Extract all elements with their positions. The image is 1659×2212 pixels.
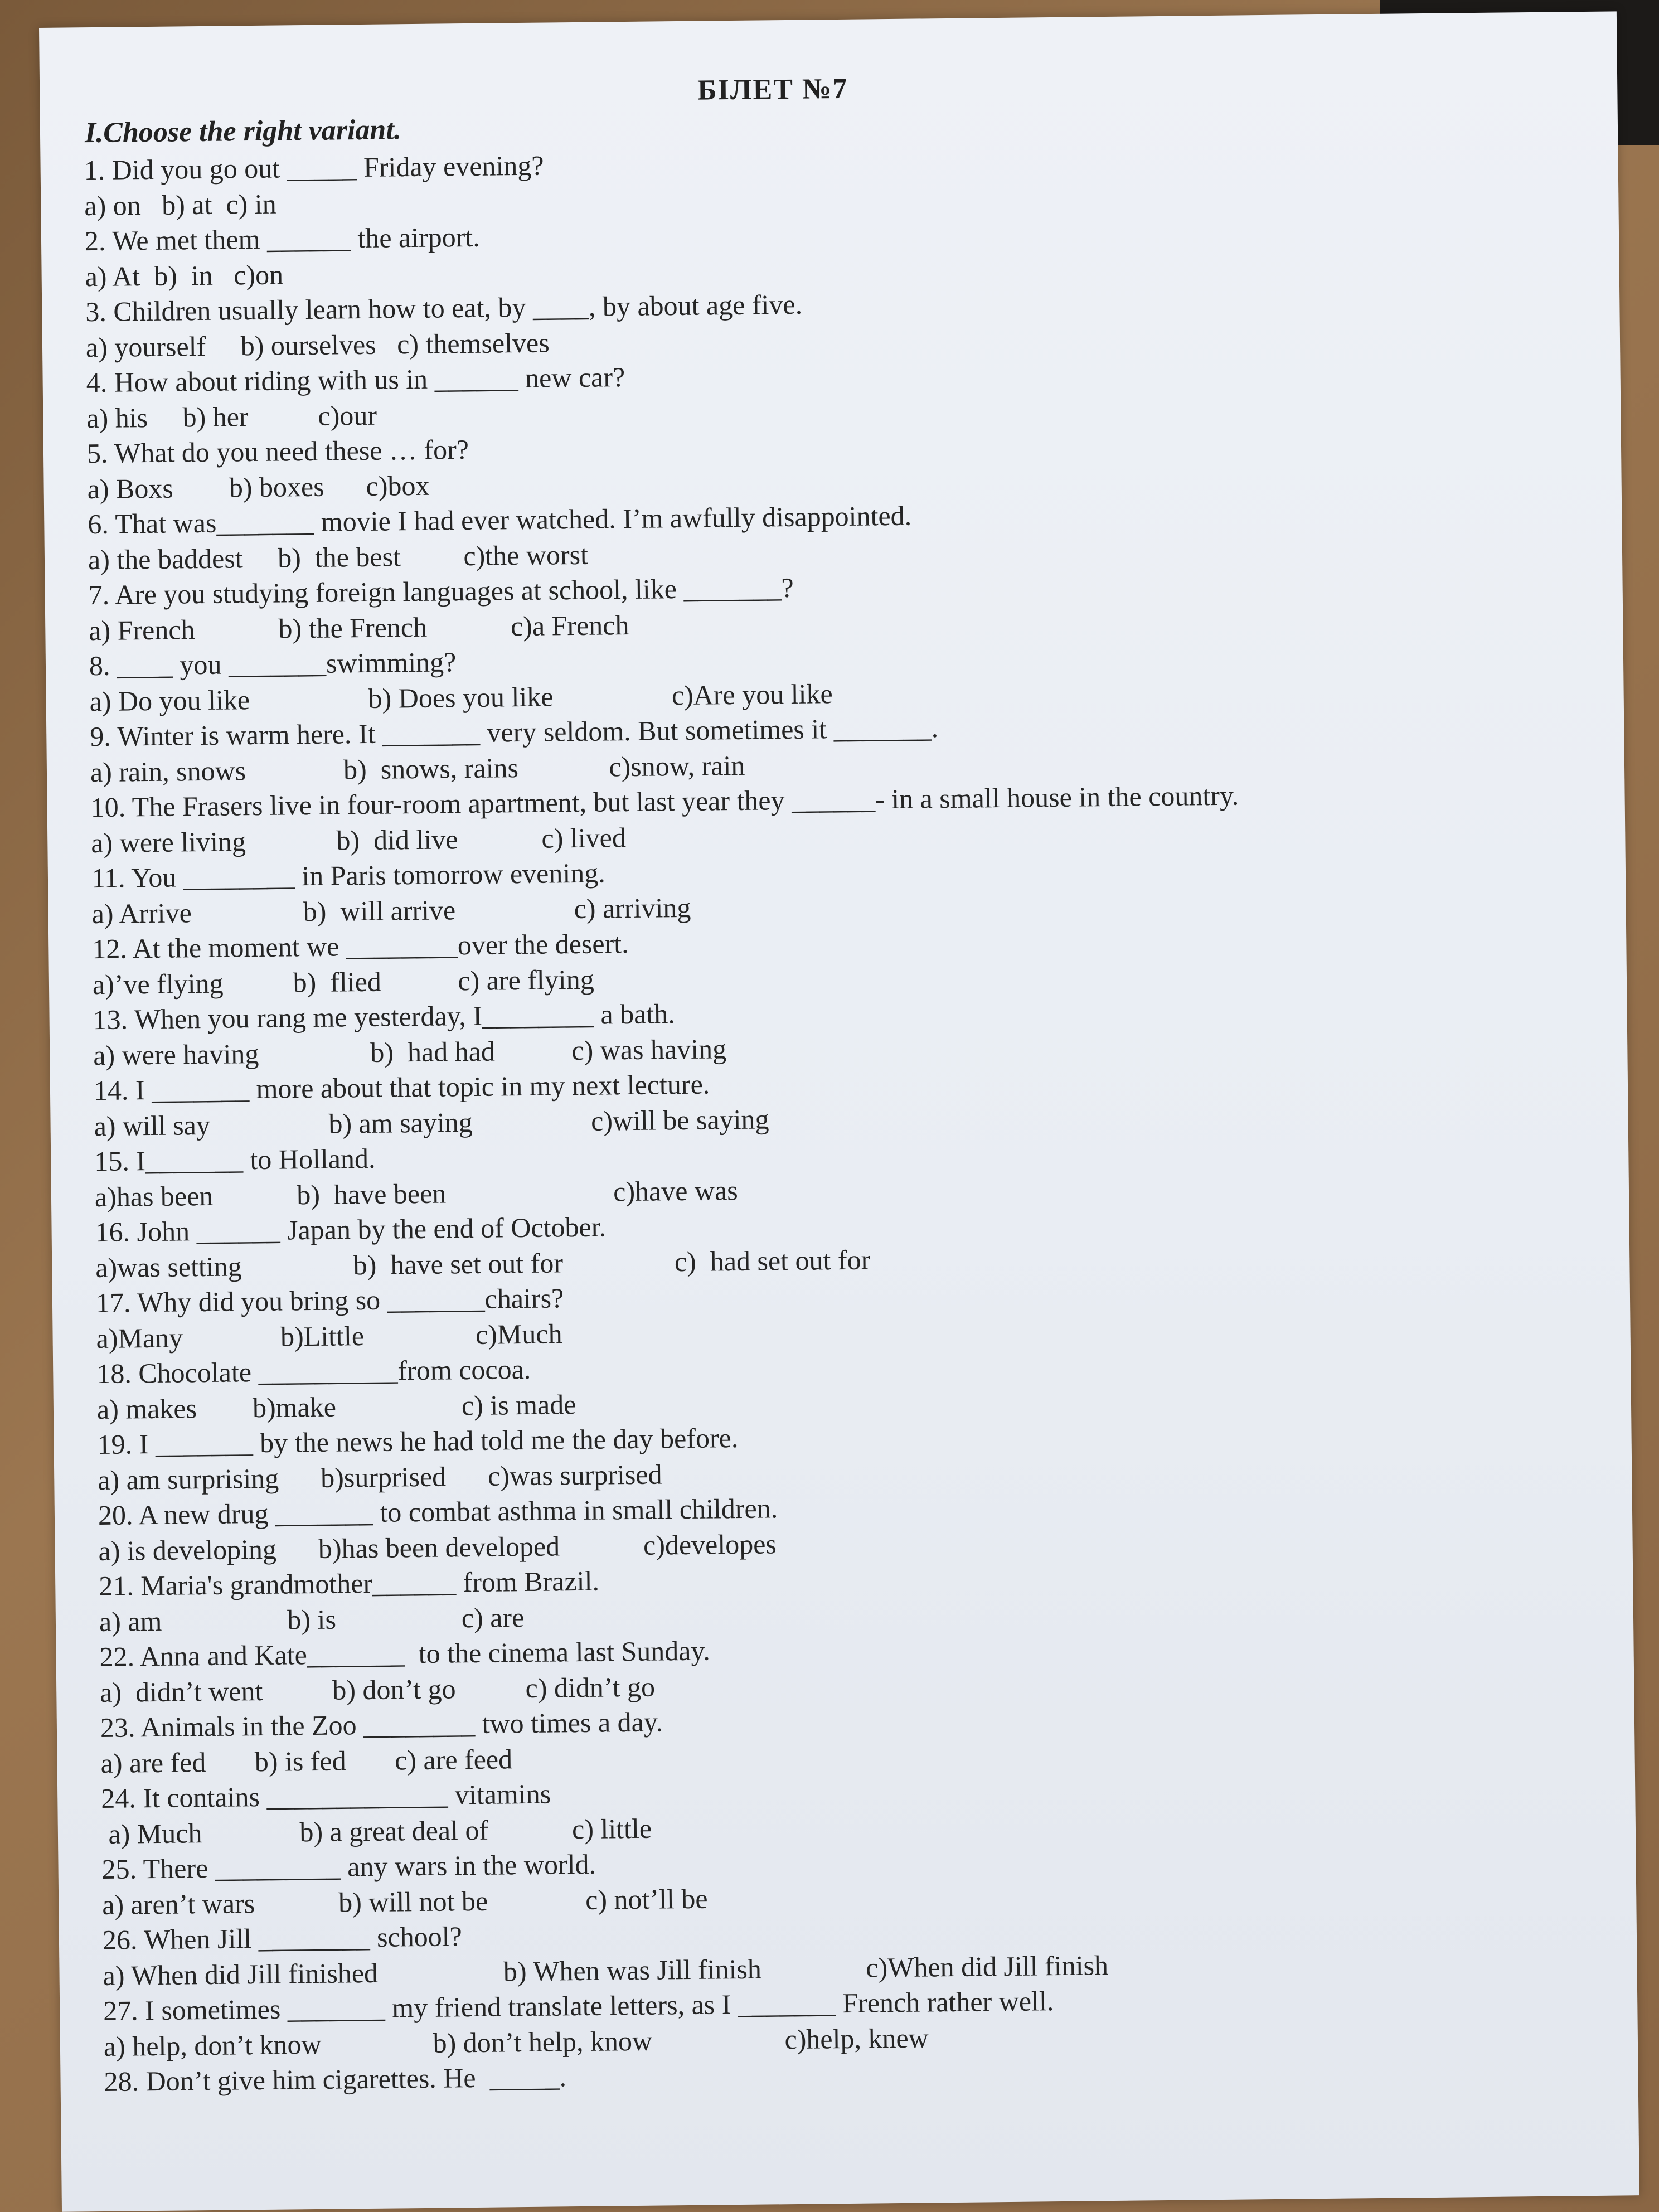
- answer-options-line: a) are fed b) is fed c) are feed: [100, 1743, 513, 1779]
- question-line: 24. It contains _____________ vitamins: [100, 1778, 551, 1815]
- answer-options-line: a) were living b) did live c) lived: [91, 821, 627, 858]
- question-line: 1. Did you go out _____ Friday evening?: [84, 149, 544, 186]
- question-line: 9. Winter is warm here. It _______ very seldom. But sometimes it _______.: [90, 712, 939, 753]
- answer-options-line: a) rain, snows b) snows, rains c)snow, rain: [90, 749, 745, 788]
- answer-options-line: a) help, don’t know b) don’t help, know c)help, knew: [103, 2021, 929, 2062]
- answer-options-line: a) Do you like b) Does you like c)Are you like: [89, 677, 833, 717]
- answer-options-line: a) yourself b) ourselves c) themselves: [85, 326, 550, 363]
- answer-options-line: a) French b) the French c)a French: [89, 609, 629, 646]
- question-line: 23. Animals in the Zoo ________ two times a day.: [100, 1706, 663, 1744]
- answer-options-line: a) At b) in c)on: [85, 258, 284, 292]
- answer-options-line: a) am surprising b)surprised c)was surprised: [97, 1458, 662, 1496]
- answer-options-line: a) didn’t went b) don’t go c) didn’t go: [99, 1671, 656, 1708]
- question-line: 11. You ________ in Paris tomorrow evening.: [91, 857, 605, 894]
- paper-sheet: [39, 11, 1639, 2211]
- question-line: 14. I _______ more about that topic in my next lecture.: [93, 1068, 710, 1107]
- question-line: 6. That was_______ movie I had ever watched. I’m awfully disappointed.: [88, 499, 912, 540]
- section-heading: I.Choose the right variant.: [84, 114, 402, 149]
- answer-options-line: a) Much b) a great deal of c) little: [101, 1812, 652, 1850]
- question-line: 15. I_______ to Holland.: [94, 1142, 376, 1177]
- question-line: 20. A new drug _______ to combat asthma in small children.: [98, 1492, 778, 1531]
- answer-options-line: a) the baddest b) the best c)the worst: [88, 539, 589, 575]
- question-line: 19. I _______ by the news he had told me the day before.: [97, 1422, 739, 1461]
- question-line: 16. John ______ Japan by the end of October.: [95, 1211, 607, 1248]
- answer-options-line: a) aren’t wars b) will not be c) not’ll be: [101, 1883, 708, 1920]
- question-line: 2. We met them ______ the airport.: [84, 221, 481, 257]
- answer-options-line: a) will say b) am saying c)will be saying: [94, 1103, 769, 1142]
- answer-options-line: a)’ve flying b) flied c) are flying: [92, 963, 594, 1000]
- question-line: 13. When you rang me yesterday, I________ a bath.: [93, 998, 676, 1036]
- answer-options-line: a) is developing b)has been developed c)developes: [98, 1527, 777, 1566]
- answer-options-line: a) his b) her c)our: [86, 399, 377, 434]
- question-line: 12. At the moment we ________over the desert.: [92, 928, 629, 965]
- question-line: 22. Anna and Kate_______ to the cinema last Sunday.: [99, 1634, 710, 1673]
- question-line: 28. Don’t give him cigarettes. He _____.: [104, 2061, 567, 2097]
- question-line: 25. There _________ any wars in the world.: [101, 1848, 596, 1885]
- answer-options-line: a) Arrive b) will arrive c) arriving: [91, 891, 691, 929]
- answer-options-line: a)has been b) have been c)have was: [94, 1174, 738, 1212]
- question-line: 17. Why did you bring so _______chairs?: [95, 1282, 564, 1319]
- question-line: 26. When Jill ________ school?: [102, 1920, 463, 1956]
- answer-options-line: a)Many b)Little c)Much: [96, 1317, 562, 1354]
- question-line: 8. ____ you _______swimming?: [89, 646, 457, 682]
- question-list: [84, 138, 1497, 2099]
- answer-options-line: a) am b) is c) are: [99, 1601, 525, 1637]
- ticket-title: БІЛЕТ №7: [697, 72, 848, 106]
- question-line: 18. Chocolate __________from cocoa.: [96, 1353, 531, 1390]
- question-line: 5. What do you need these … for?: [86, 433, 469, 469]
- question-line: 3. Children usually learn how to eat, by ____, by about age five.: [85, 288, 803, 328]
- answer-options-line: a) When did Jill finished b) When was Jill finish c)When did Jill finish: [103, 1949, 1109, 1991]
- question-line: 10. The Frasers live in four-room apartment, but last year they ______- in a small house in the country.: [90, 779, 1239, 823]
- question-line: 21. Maria's grandmother______ from Brazil.: [98, 1565, 600, 1602]
- question-line: 4. How about riding with us in ______ new car?: [86, 361, 625, 399]
- answer-options-line: a) were having b) had had c) was having: [93, 1032, 727, 1071]
- question-line: 27. I sometimes _______ my friend translate letters, as I _______ French rather well.: [103, 1985, 1054, 2026]
- answer-options-line: a) Boxs b) boxes c)box: [87, 469, 430, 505]
- answer-options-line: a)was setting b) have set out for c) had set out for: [95, 1244, 871, 1283]
- question-line: 7. Are you studying foreign languages at school, like _______?: [88, 571, 794, 611]
- answer-options-line: a) on b) at c) in: [84, 188, 276, 221]
- answer-options-line: a) makes b)make c) is made: [96, 1388, 576, 1425]
